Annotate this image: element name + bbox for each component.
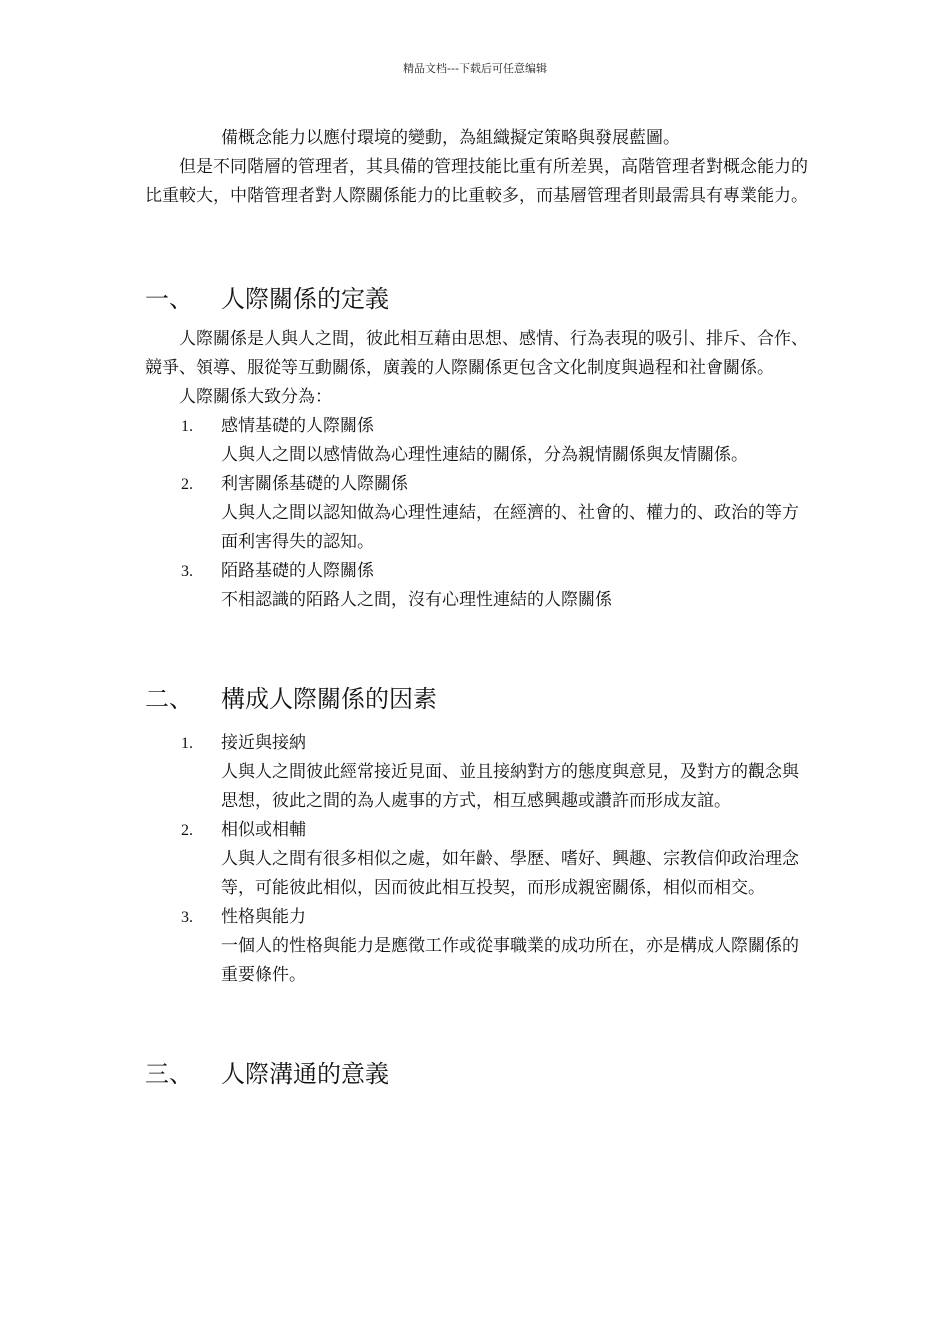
list-item [145,816,810,903]
list-item-description: 不相認識的陌路人之間，沒有心理性連結的人際關係 [221,590,612,610]
list-item-description: 人與人之間以認知做為心理性連結，在經濟的、社會的、權力的、政治的等方面利害得失的認知。 [221,503,799,552]
list-index: 3. [181,909,193,926]
list-item-description: 人與人之間有很多相似之處，如年齡、學歷、嗜好、興趣、宗教信仰政治理念等，可能彼此相似，因而彼此相互投契，而形成親密關係，相似而相交。 [221,849,799,898]
section-heading-3 [145,1056,810,1092]
section-number: 一、 [145,285,193,313]
intro-line: 備概念能力以應付環境的變動，為組織擬定策略與發展藍圖。 [221,128,680,148]
list-item-label: 相似或相輔 [221,820,306,840]
list-item-label: 接近與接納 [221,733,306,753]
document-body [145,124,810,1100]
list-item-label: 性格與能力 [221,907,306,927]
list-index: 2. [181,476,193,493]
section-title: 人際溝通的意義 [221,1060,389,1088]
list-item [145,729,810,816]
section-number: 二、 [145,685,193,713]
list-item-description: 人與人之間彼此經常接近見面、並且接納對方的態度與意見，及對方的觀念與思想，彼此之間的為人處事的方式，相互感興趣或讚許而形成友誼。 [221,762,799,811]
section-title: 構成人際關係的因素 [221,685,437,713]
list-item-label: 陌路基礎的人際關係 [221,561,374,581]
section-title: 人際關係的定義 [221,285,389,313]
page-header: 精品文档---下载后可任意编辑 [403,62,547,75]
section-number: 三、 [145,1060,193,1088]
list-item [145,412,810,470]
list-item-label: 感情基礎的人際關係 [221,416,374,436]
list-index: 3. [181,563,193,580]
list-item-description: 一個人的性格與能力是應徵工作或從事職業的成功所在，亦是構成人際關係的重要條件。 [221,936,799,985]
section-heading-2 [145,681,810,717]
list-index: 1. [181,735,193,752]
section-paragraph: 人際關係是人與人之間，彼此相互藉由思想、感情、行為表現的吸引、排斥、合作、競爭、領導、服從等互動關係，廣義的人際關係更包含文化制度與過程和社會關係。 [145,329,808,378]
list-item-label: 利害關係基礎的人際關係 [221,474,408,494]
section-lead: 人際關係大致分為： [179,387,332,407]
list-index: 2. [181,822,193,839]
list-item [145,903,810,990]
list-item [145,470,810,557]
section-heading-1 [145,281,810,317]
intro-paragraph: 但是不同階層的管理者，其具備的管理技能比重有所差異，高階管理者對概念能力的比重較大，中階管理者對人際關係能力的比重較多，而基層管理者則最需具有專業能力。 [145,157,808,206]
list-item [145,557,810,615]
list-item-description: 人與人之間以感情做為心理性連結的關係，分為親情關係與友情關係。 [221,445,748,465]
list-index: 1. [181,418,193,435]
